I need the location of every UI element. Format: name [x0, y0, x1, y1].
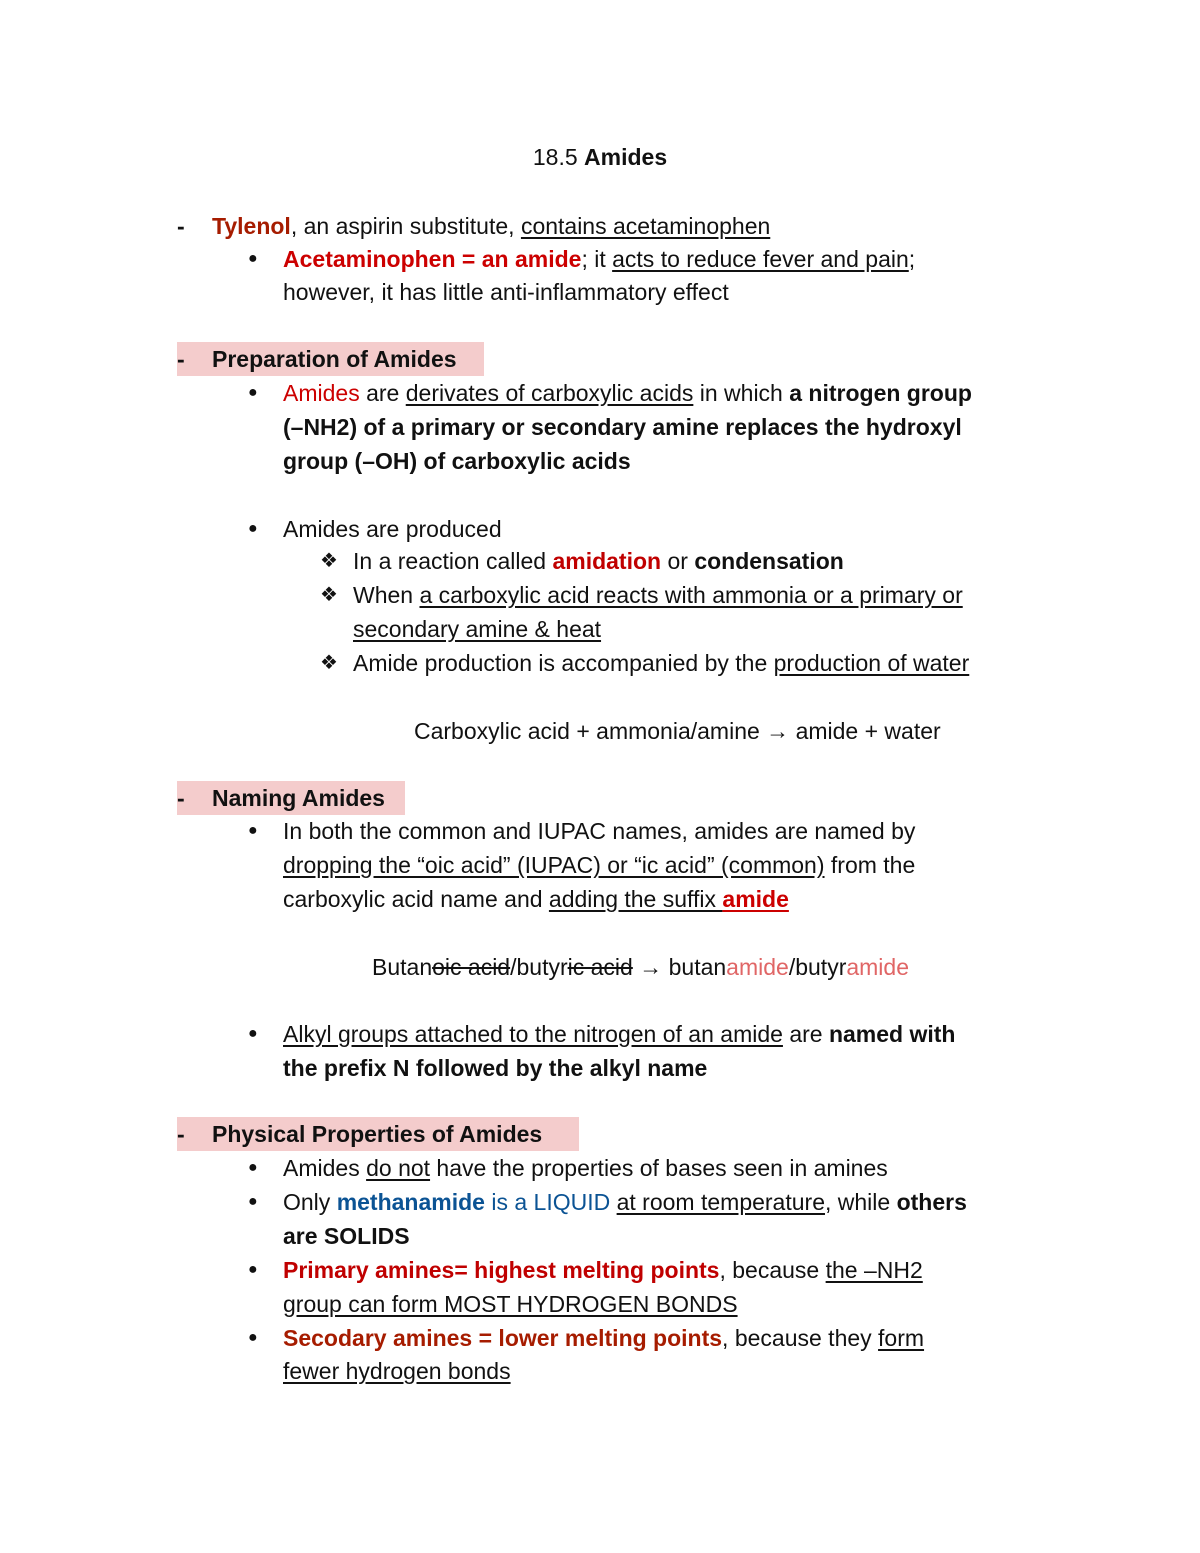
- diamond-icon: ❖: [320, 584, 338, 606]
- sub-list-item-continued: secondary amine & heat: [353, 616, 602, 642]
- bullet-icon: ●: [248, 1159, 258, 1176]
- section-heading: Preparation of Amides: [212, 346, 457, 372]
- naming-example: Butanoic acid/butyric acid → butanamide/butyramide: [372, 954, 910, 980]
- document-page: 18.5 Amides - Tylenol, an aspirin substitute, contains acetaminophen ● Acetaminophen = an amide; it acts to reduce fever and pain; however, it has little anti-inflammatory effect - Preparation of Amides ● Amides are derivates of carboxylic acids in which a nitrogen group (–NH2) of a primary or secondary amine replaces the hydroxyl group (–OH) of carboxylic acids ● Amides are produced ❖ In a reaction called amidation or condensation ❖ When a carboxylic acid reacts with ammonia or a primary or secondary amine & heat ❖ Amide production is accompanied by the production of water Carboxylic acid + ammonia/amine → amide + water - Naming Amides ● In both the common and IUPAC names, amides are named by dropping the “oic acid” (IUPAC) or “ic acid” (common) from the carboxylic acid name and adding the suffix amide Butanoic acid/butyric acid → butanamide/butyramide ● Alkyl groups attached to the nitrogen of an amide are named with the prefix N followed by the alkyl name - Physical Properties of Amides ● Amides do not have the properties of bases seen in amines ● Only methanamide is a LIQUID at room temperature, while others are SOLIDS ● Primary amines= highest melting points, because the –NH2 group can form MOST HYDROGEN BONDS ● Secodary amines = lower melting points, because they form fewer hydrogen bonds: [0, 0, 1200, 1553]
- diamond-icon: ❖: [320, 652, 338, 674]
- list-item-continued: fewer hydrogen bonds: [283, 1358, 511, 1384]
- diamond-icon: ❖: [320, 550, 338, 572]
- dash-marker: -: [177, 785, 185, 811]
- bullet-icon: ●: [248, 1261, 258, 1278]
- page-title: 18.5 Amides: [532, 144, 668, 170]
- list-item-continued: group can form MOST HYDROGEN BONDS: [283, 1291, 738, 1317]
- reaction-equation: Carboxylic acid + ammonia/amine → amide + water: [414, 718, 941, 744]
- bullet-icon: ●: [248, 1193, 258, 1210]
- bullet-icon: ●: [248, 1025, 258, 1042]
- list-item-continued: (–NH2) of a primary or secondary amine replaces the hydroxyl: [283, 414, 962, 440]
- dash-marker: -: [177, 1121, 185, 1147]
- list-item-continued: carboxylic acid name and adding the suffix amide: [283, 886, 789, 912]
- bullet-icon: ●: [248, 1329, 258, 1346]
- bullet-icon: ●: [248, 520, 258, 537]
- list-item-continued: group (–OH) of carboxylic acids: [283, 448, 631, 474]
- list-item-continued: are SOLIDS: [283, 1223, 410, 1249]
- list-item-continued: however, it has little anti-inflammatory effect: [283, 279, 729, 305]
- dash-marker: -: [177, 213, 185, 239]
- list-item-continued: dropping the “oic acid” (IUPAC) or “ic acid” (common) from the: [283, 852, 916, 878]
- bullet-icon: ●: [248, 384, 258, 401]
- section-heading: Physical Properties of Amides: [212, 1121, 543, 1147]
- list-item-continued: the prefix N followed by the alkyl name: [283, 1055, 708, 1081]
- dash-marker: -: [177, 346, 185, 372]
- bullet-icon: ●: [248, 822, 258, 839]
- bullet-icon: ●: [248, 250, 258, 267]
- section-heading: Naming Amides: [212, 785, 385, 811]
